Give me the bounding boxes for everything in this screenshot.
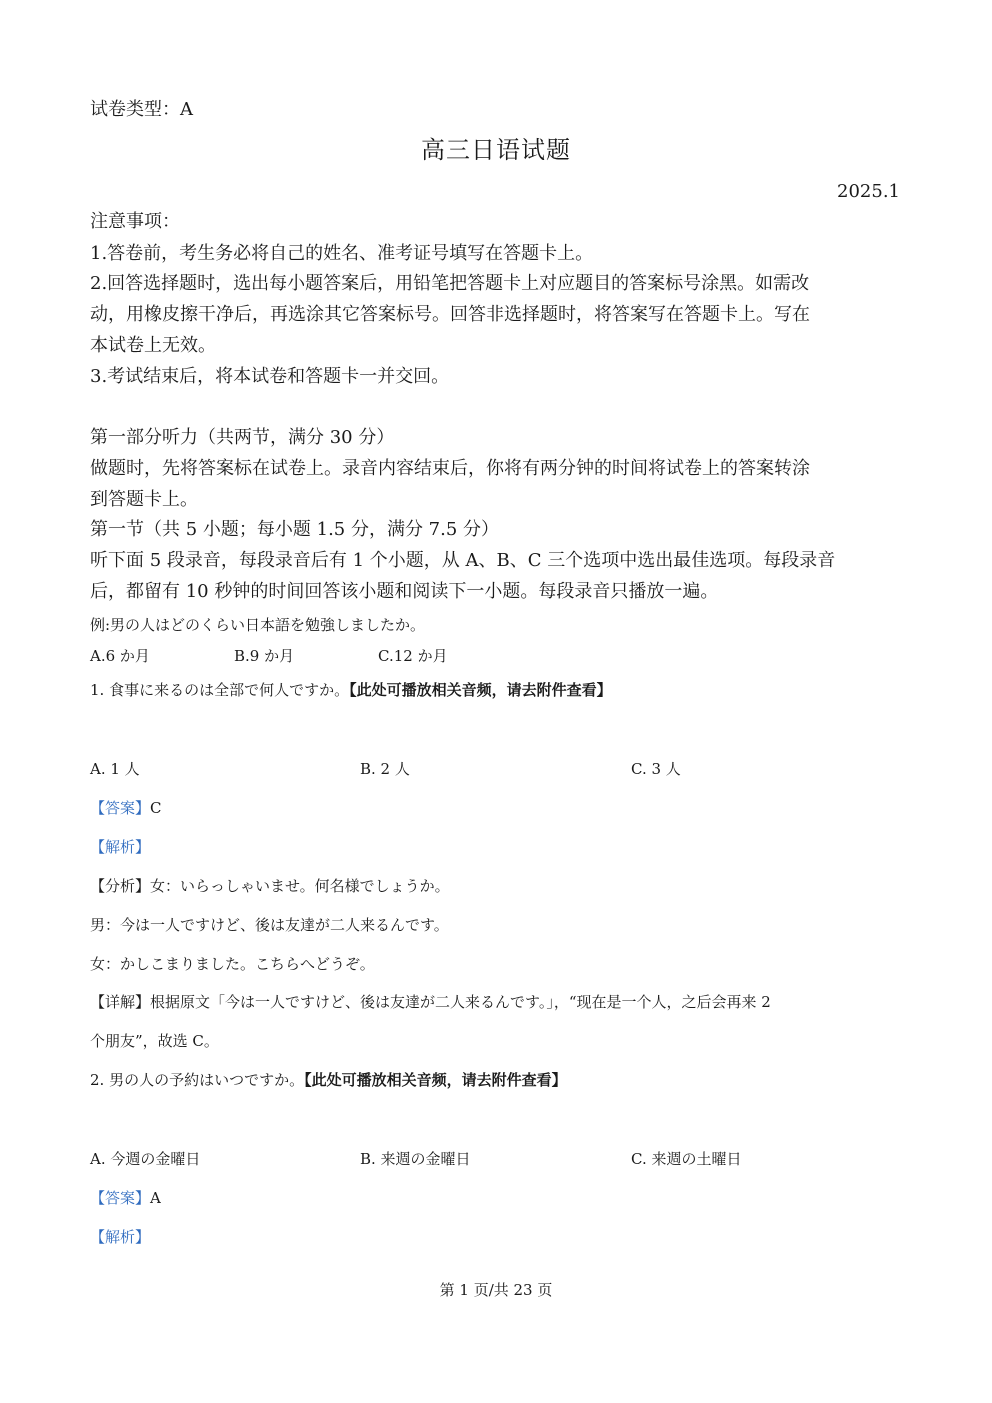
q1-detail-line-1 (90, 993, 771, 1011)
q1-question-text: 1. 食事に来るのは全部で何人ですか。 (90, 681, 350, 699)
q1-question (90, 681, 612, 699)
notice-heading: 注意事项： (90, 211, 180, 232)
q1-fenxi-line-2: 男：今は一人ですけど、後は友達が二人来るんです。 (90, 916, 449, 934)
notice-item-3: 3.考试结束后，将本试卷和答题卡一并交回。 (90, 366, 450, 387)
section1-heading: 第一节（共 5 小题；每小题 1.5 分，满分 7.5 分） (90, 519, 500, 540)
example-option-c: C.12 か月 (378, 647, 448, 665)
section1-instructions: 听下面 5 段录音，每段录音后有 1 个小题，从 A、B、C 三个选项中选出最佳选项。每段录音 (90, 550, 836, 571)
q1-fenxi-line-1 (90, 877, 450, 895)
q1-fenxi-line-3: 女：かしこまりました。こちらへどうぞ。 (90, 955, 375, 973)
page-footer: 第 1 页/共 23 页 (439, 1281, 553, 1299)
q1-option-b: B. 2 人 (360, 760, 410, 778)
notice-item-1: 1.答卷前，考生务必将自己的姓名、准考证号填写在答题卡上。 (90, 243, 594, 264)
q2-question-text: 2. 男の人の予約はいつですか。 (90, 1071, 305, 1089)
q2-answer-label: 【答案】 (90, 1189, 151, 1207)
q2-question (90, 1071, 567, 1089)
part1-instructions: 做题时，先将答案标在试卷上。录音内容结束后，你将有两分钟的时间将试卷上的答案转涂 (90, 458, 810, 479)
paper-type: 试卷类型：A (90, 99, 193, 120)
q2-analysis-label: 【解析】 (90, 1228, 151, 1246)
q1-option-a: A. 1 人 (90, 760, 140, 778)
q1-detail-line-2: 个朋友”，故选 C。 (90, 1032, 219, 1050)
q2-option-b: B. 来週の金曜日 (360, 1150, 471, 1168)
exam-date: 2025.1 (837, 181, 900, 202)
q1-analysis-label: 【解析】 (90, 838, 151, 856)
q2-audio-note[interactable]: 【此处可播放相关音频，请去附件查看】 (304, 1071, 567, 1089)
q2-answer (90, 1189, 161, 1207)
notice-item-2: 2.回答选择题时，选出每小题答案后，用铅笔把答题卡上对应题目的答案标号涂黑。如需改 (90, 273, 810, 294)
notice-item-2-end: 本试卷上无效。 (90, 335, 216, 356)
q1-detail-text-1: 根据原文「今は一人ですけど、後は友達が二人来るんです。」，“现在是一个人，之后会再来 2 (150, 993, 771, 1011)
q2-option-a: A. 今週の金曜日 (90, 1150, 201, 1168)
example-question: 例:男の人はどのくらい日本語を勉強しましたか。 (90, 616, 426, 634)
example-option-b: B.9 か月 (234, 647, 295, 665)
q1-fenxi-label: 【分析】 (90, 877, 151, 895)
q1-answer-label: 【答案】 (90, 799, 151, 817)
q2-answer-value: A (150, 1189, 161, 1207)
q1-audio-note[interactable]: 【此处可播放相关音频，请去附件查看】 (349, 681, 612, 699)
section1-instructions-cont: 后，都留有 10 秒钟的时间回答该小题和阅读下一小题。每段录音只播放一遍。 (90, 581, 719, 602)
q1-answer (90, 799, 162, 817)
part1-instructions-cont: 到答题卡上。 (90, 489, 198, 510)
q1-detail-label: 【详解】 (90, 993, 151, 1011)
q2-option-c: C. 来週の土曜日 (631, 1150, 742, 1168)
q1-answer-value: C (150, 799, 162, 817)
page-title: 高三日语试题 (421, 136, 571, 164)
q1-option-c: C. 3 人 (631, 760, 681, 778)
q1-fenxi-text-1: 女：いらっしゃいませ。何名様でしょうか。 (150, 877, 450, 895)
example-option-a: A.6 か月 (90, 647, 150, 665)
notice-item-2-cont: 动，用橡皮擦干净后，再选涂其它答案标号。回答非选择题时，将答案写在答题卡上。写在 (90, 304, 810, 325)
part1-heading: 第一部分听力（共两节，满分 30 分） (90, 427, 395, 448)
